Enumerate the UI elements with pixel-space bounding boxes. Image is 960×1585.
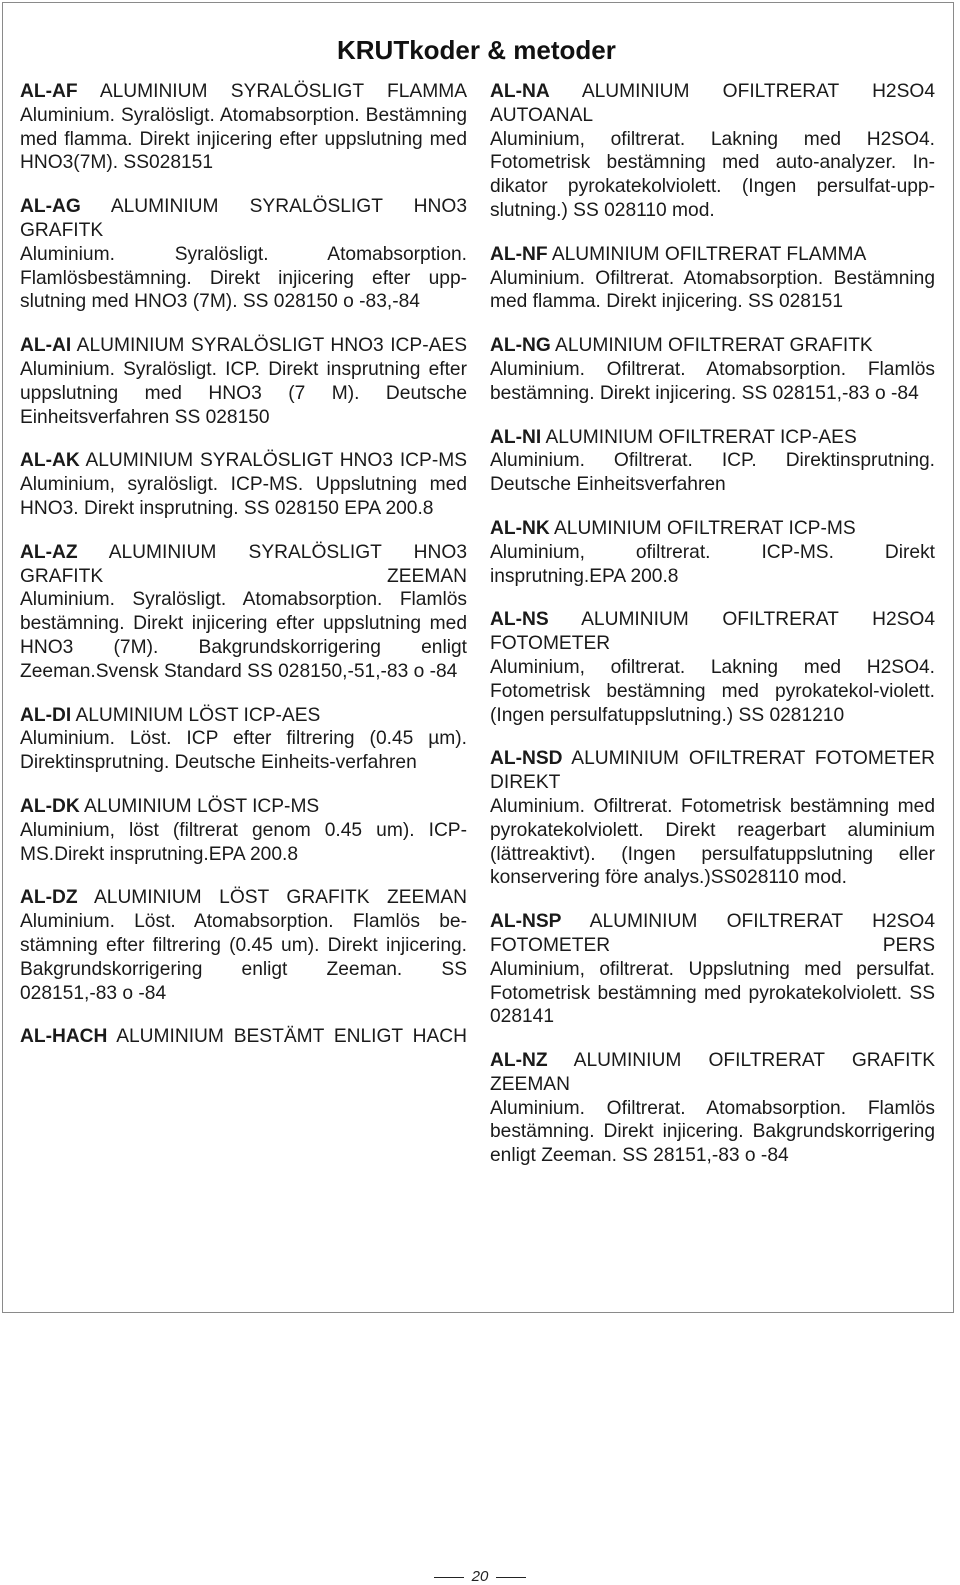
method-description: Aluminium. Ofiltrerat. Atomabsorption. Flamlös bestämning. Direkt injicering. Bakgrundskorrigering enligt Zeeman. SS 28151,-83 o -84 bbox=[490, 1097, 935, 1167]
method-code: AL-AI bbox=[20, 335, 72, 357]
page-title: KRUTkoder & metoder bbox=[337, 35, 616, 66]
method-heading bbox=[20, 334, 467, 358]
method-name: ALUMINIUM OFILTRERAT FLAMMA bbox=[551, 243, 867, 265]
method-name: ALUMINIUM OFILTRERAT ICP-AES bbox=[545, 426, 857, 448]
method-code: AL-AF bbox=[20, 81, 78, 102]
method-name: ALUMINIUM LÖST GRAFITK ZEEMAN bbox=[93, 887, 467, 909]
method-name: ALUMINIUM LÖST ICP-AES bbox=[75, 704, 321, 726]
method-name: ALUMINIUM OFILTRERAT FOTOMETER DIREKT bbox=[490, 748, 935, 794]
method-entry bbox=[490, 517, 935, 588]
method-name: ALUMINIUM OFILTRERAT GRAFITK ZEEMAN bbox=[490, 1050, 935, 1095]
method-name: ALUMINIUM OFILTRERAT ICP-MS bbox=[553, 517, 856, 539]
method-name: ALUMINIUM SYRALÖSLIGT FLAMMA bbox=[99, 81, 467, 102]
method-description: Aluminium, ofiltrerat. Lakning med H2SO4. Fotometrisk bestämning med pyrokatekol-violett. (Ingen persulfatuppslutning.) SS 0281210 bbox=[490, 656, 935, 726]
method-description: Aluminium, ofiltrerat. ICP-MS. Direkt insprutning.EPA 200.8 bbox=[490, 541, 935, 587]
method-description: Aluminium. Ofiltrerat. Fotometrisk bestämning med pyrokatekolviolett. Direkt reagerbart aluminium (lättreaktivt). (Ingen persulfatuppslutning eller konservering före analys.)SS028110 mod. bbox=[490, 795, 935, 889]
method-name: ALUMINIUM OFILTRERAT H2SO4 FOTOMETER PERS bbox=[490, 911, 936, 956]
method-heading bbox=[20, 886, 467, 910]
method-description: Aluminium. Ofiltrerat. Atomabsorption. Bestämning med flamma. Direkt injicering. SS 028151 bbox=[490, 267, 935, 313]
method-entry bbox=[490, 80, 935, 223]
method-heading bbox=[20, 541, 467, 589]
method-name: ALUMINIUM SYRALÖSLIGT HNO3 ICP-MS bbox=[85, 450, 467, 472]
method-heading bbox=[490, 747, 935, 795]
method-name: ALUMINIUM SYRALÖSLIGT HNO3 ICP-AES bbox=[76, 335, 467, 357]
method-entry bbox=[20, 80, 467, 175]
method-heading bbox=[20, 1025, 467, 1049]
method-code: AL-NA bbox=[490, 81, 550, 102]
method-entry bbox=[20, 334, 467, 429]
method-heading bbox=[490, 80, 935, 128]
method-entry bbox=[490, 334, 935, 405]
method-name: ALUMINIUM OFILTRERAT H2SO4 AUTOANAL bbox=[490, 81, 935, 126]
method-code: AL-AK bbox=[20, 450, 80, 472]
method-description: Aluminium, ofiltrerat. Lakning med H2SO4. Fotometrisk bestämning med auto-analyzer. Indikator pyrokatekolviolett. (Ingen persulfat-uppslutning.) SS 028110 mod. bbox=[490, 128, 935, 221]
method-heading bbox=[490, 1049, 935, 1097]
method-heading bbox=[490, 334, 935, 358]
method-code: AL-NS bbox=[490, 609, 549, 631]
method-code: AL-HACH bbox=[20, 1026, 108, 1048]
method-heading bbox=[490, 426, 935, 450]
right-column bbox=[490, 80, 935, 1188]
method-code: AL-NZ bbox=[490, 1050, 548, 1072]
method-description: Aluminium, löst (filtrerat genom 0.45 um). ICP-MS.Direkt insprutning.EPA 200.8 bbox=[20, 819, 467, 865]
page-footer bbox=[0, 1568, 960, 1585]
method-name: ALUMINIUM LÖST ICP-MS bbox=[83, 795, 320, 817]
method-code: AL-DZ bbox=[20, 887, 78, 909]
method-name: ALUMINIUM SYRALÖSLIGT HNO3 GRAFITK ZEEMAN bbox=[20, 541, 467, 587]
method-entry bbox=[490, 243, 935, 314]
method-code: AL-DI bbox=[20, 704, 72, 726]
method-heading bbox=[490, 910, 935, 958]
method-name: ALUMINIUM SYRALÖSLIGT HNO3 GRAFITK bbox=[20, 196, 467, 241]
page-number: 20 bbox=[471, 1568, 489, 1585]
method-description: Aluminium. Syralösligt. Atomabsorption. Bestämning med flamma. Direkt injicering efter uppslutning med HNO3(7M). SS028151 bbox=[20, 104, 467, 174]
footer-dash-right bbox=[496, 1577, 526, 1578]
method-heading bbox=[490, 243, 935, 267]
method-heading bbox=[20, 449, 467, 473]
method-description: Aluminium. Syralösligt. ICP. Direkt insprutning efter uppslutning med HNO3 (7 M). Deutsche Einheitsverfahren SS 028150 bbox=[20, 358, 467, 428]
method-entry bbox=[20, 886, 467, 1005]
method-entry bbox=[490, 1049, 935, 1168]
method-entry bbox=[490, 426, 935, 497]
method-heading bbox=[20, 195, 467, 243]
method-heading bbox=[20, 795, 467, 819]
method-entry bbox=[490, 910, 935, 1029]
method-description: Aluminium. Syralösligt. Atomabsorption. Flamlös bestämning. Direkt injicering efter uppslutning med HNO3 (7M). Bakgrundskorrigering enligt Zeeman.Svensk Standard SS 028150,-51,-83 o -84 bbox=[20, 589, 467, 682]
method-heading bbox=[490, 608, 935, 656]
method-code: AL-NK bbox=[490, 517, 550, 539]
method-code: AL-DK bbox=[20, 795, 80, 817]
method-description: Aluminium. Ofiltrerat. Atomabsorption. Flamlös bestämning. Direkt injicering. SS 028151,-83 o -84 bbox=[490, 358, 935, 404]
method-entry bbox=[20, 704, 467, 775]
method-entry bbox=[490, 608, 935, 727]
method-code: AL-AG bbox=[20, 196, 81, 218]
left-column bbox=[20, 80, 467, 1069]
method-description: Aluminium. Löst. Atomabsorption. Flamlös bestämning efter filtrering (0.45 um). Direkt injicering. Bakgrundskorrigering enligt Zeeman. SS 028151,-83 o -84 bbox=[20, 911, 467, 1004]
method-name: ALUMINIUM BESTÄMT ENLIGT HACH bbox=[116, 1026, 467, 1048]
method-description: Aluminium, ofiltrerat. Uppslutning med persulfat. Fotometrisk bestämning med pyrokatekolviolett. SS 028141 bbox=[490, 958, 935, 1028]
method-name: ALUMINIUM OFILTRERAT GRAFITK bbox=[555, 335, 873, 357]
method-code: AL-NI bbox=[490, 426, 542, 448]
method-code: AL-AZ bbox=[20, 541, 78, 563]
method-entry bbox=[20, 449, 467, 520]
method-code: AL-NG bbox=[490, 335, 551, 357]
method-name: ALUMINIUM OFILTRERAT H2SO4 FOTOMETER bbox=[490, 609, 936, 655]
method-entry bbox=[20, 195, 467, 314]
method-heading bbox=[490, 517, 935, 541]
method-entry bbox=[20, 541, 467, 684]
method-heading bbox=[20, 704, 467, 728]
method-heading bbox=[20, 80, 467, 104]
method-entry bbox=[20, 795, 467, 866]
method-entry bbox=[20, 1025, 467, 1049]
footer-dash-left bbox=[434, 1577, 464, 1578]
method-code: AL-NSD bbox=[490, 748, 563, 770]
method-description: Aluminium. Syralösligt. Atomabsorption. Flamlösbestämning. Direkt injicering efter uppslutning med HNO3 (7M). SS 028150 o -83,-84 bbox=[20, 243, 467, 313]
method-description: Aluminium. Löst. ICP efter filtrering (0.45 µm). Direktinsprutning. Deutsche Einheits-verfahren bbox=[20, 728, 467, 774]
method-entry bbox=[490, 747, 935, 890]
method-description: Aluminium. Ofiltrerat. ICP. Direktinsprutning. Deutsche Einheitsverfahren bbox=[490, 450, 935, 496]
method-description: Aluminium, syralösligt. ICP-MS. Uppslutning med HNO3. Direkt insprutning. SS 028150 EPA 200.8 bbox=[20, 474, 467, 519]
method-code: AL-NSP bbox=[490, 911, 562, 933]
method-code: AL-NF bbox=[490, 243, 548, 265]
